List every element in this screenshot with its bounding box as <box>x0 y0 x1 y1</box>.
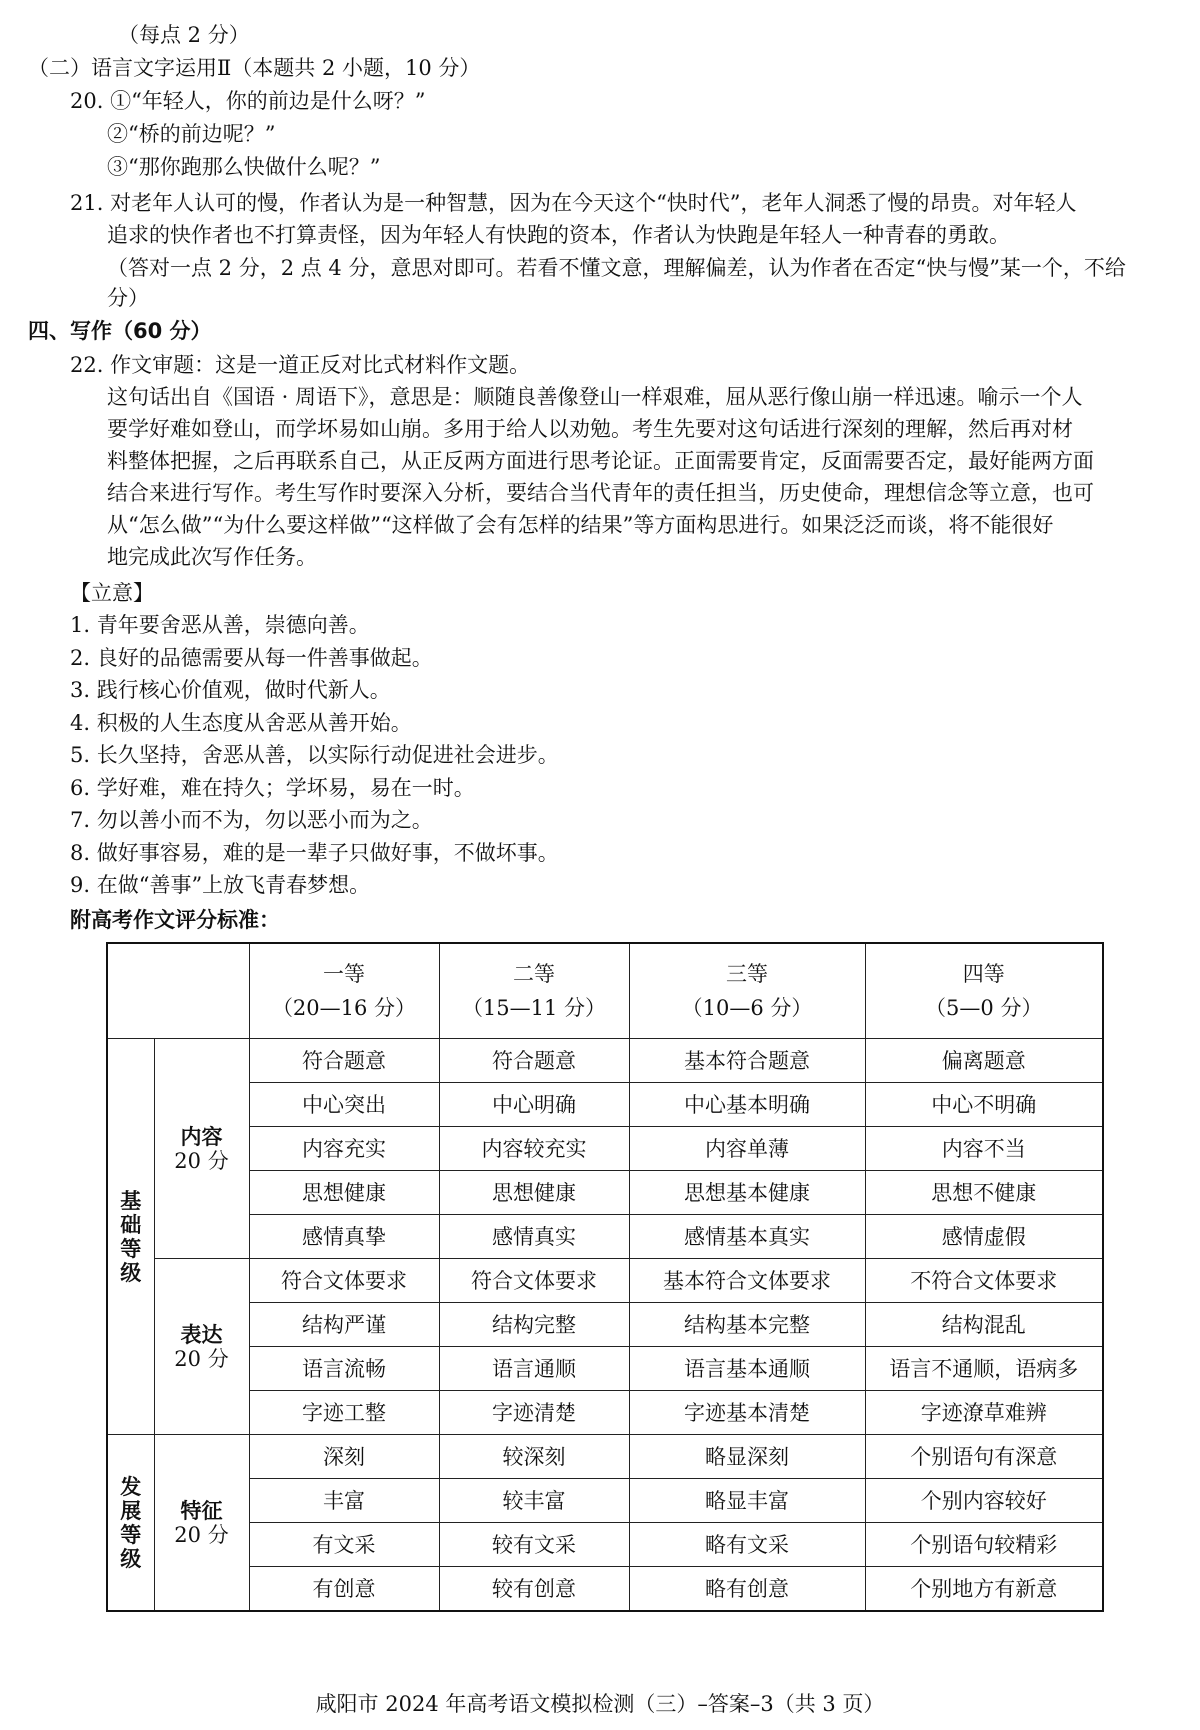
scoring-table <box>106 942 1104 1612</box>
theme-item: 1. 青年要舍恶从善，崇德向善。 <box>70 613 370 637</box>
table-row <box>107 1083 1103 1127</box>
content-category: 内容 20 分 <box>154 1039 249 1259</box>
table-cell: 有创意 <box>249 1567 439 1612</box>
table-cell: 内容较充实 <box>439 1127 629 1171</box>
table-cell: 思想不健康 <box>865 1171 1103 1215</box>
table-row <box>107 1435 1103 1479</box>
table-cell: 丰富 <box>249 1479 439 1523</box>
table-cell: 感情基本真实 <box>629 1215 865 1259</box>
table-cell: 语言流畅 <box>249 1347 439 1391</box>
question-20-line: ②“桥的前边呢？” <box>107 122 276 146</box>
table-cell: 字迹工整 <box>249 1391 439 1435</box>
table-cell: 基本符合题意 <box>629 1039 865 1083</box>
table-cell: 中心突出 <box>249 1083 439 1127</box>
table-cell: 有文采 <box>249 1523 439 1567</box>
table-cell: 字迹潦草难辨 <box>865 1391 1103 1435</box>
question-21-note: （答对一点 2 分，2 点 4 分，意思对即可。若看不懂文意，理解偏差，认为作者在否定“快与慢”某一个，不给 <box>107 256 1126 280</box>
table-cell: 思想基本健康 <box>629 1171 865 1215</box>
theme-item: 8. 做好事容易，难的是一辈子只做好事，不做坏事。 <box>70 841 559 865</box>
table-cell: 符合文体要求 <box>439 1259 629 1303</box>
theme-item: 9. 在做“善事”上放飞青春梦想。 <box>70 873 371 897</box>
table-cell: 字迹基本清楚 <box>629 1391 865 1435</box>
table-cell: 中心明确 <box>439 1083 629 1127</box>
basic-level-label: 基 础 等 级 <box>107 1039 154 1435</box>
table-cell: 思想健康 <box>439 1171 629 1215</box>
table-cell: 略显丰富 <box>629 1479 865 1523</box>
table-row <box>107 1523 1103 1567</box>
question-22-line: 这句话出自《国语 · 周语下》，意思是：顺随良善像登山一样艰难，屈从恶行像山崩一样迅速。喻示一个人 <box>107 385 1083 409</box>
table-cell: 结构严谨 <box>249 1303 439 1347</box>
table-row <box>107 1567 1103 1612</box>
question-22-line: 要学好难如登山，而学坏易如山崩。多用于给人以劝勉。考生先要对这句话进行深刻的理解，然后再对材 <box>107 417 1073 441</box>
table-row <box>107 1479 1103 1523</box>
theme-item: 3. 践行核心价值观，做时代新人。 <box>70 678 391 702</box>
question-20-line: 20. ①“年轻人，你的前边是什么呀？” <box>70 89 426 113</box>
corner-cell <box>107 943 249 1039</box>
table-cell: 内容单薄 <box>629 1127 865 1171</box>
question-22-line: 22. 作文审题：这是一道正反对比式材料作文题。 <box>70 353 531 377</box>
question-22-line: 地完成此次写作任务。 <box>107 545 317 569</box>
table-row <box>107 1259 1103 1303</box>
table-cell: 内容充实 <box>249 1127 439 1171</box>
table-cell: 较丰富 <box>439 1479 629 1523</box>
table-cell: 偏离题意 <box>865 1039 1103 1083</box>
table-cell: 符合题意 <box>249 1039 439 1083</box>
theme-item: 6. 学好难，难在持久；学坏易，易在一时。 <box>70 776 475 800</box>
theme-item: 2. 良好的品德需要从每一件善事做起。 <box>70 646 433 670</box>
theme-item: 4. 积极的人生态度从舍恶从善开始。 <box>70 711 412 735</box>
development-level-label: 发 展 等 级 <box>107 1435 154 1612</box>
grade-header: 四等 （5—0 分） <box>865 943 1103 1039</box>
table-cell: 基本符合文体要求 <box>629 1259 865 1303</box>
table-cell: 个别语句较精彩 <box>865 1523 1103 1567</box>
question-20-line: ③“那你跑那么快做什么呢？” <box>107 155 381 179</box>
table-cell: 感情真挚 <box>249 1215 439 1259</box>
table-cell: 深刻 <box>249 1435 439 1479</box>
question-21-line: 21. 对老年人认可的慢，作者认为是一种智慧，因为在今天这个“快时代”，老年人洞悉了慢的昂贵。对年轻人 <box>70 191 1077 215</box>
question-21-line: 追求的快作者也不打算责怪，因为年轻人有快跑的资本，作者认为快跑是年轻人一种青春的勇敢。 <box>107 223 1010 247</box>
table-cell: 略有文采 <box>629 1523 865 1567</box>
section-heading: （二）语言文字运用Ⅱ（本题共 2 小题，10 分） <box>28 56 481 80</box>
table-header-row <box>107 943 1103 1039</box>
table-row <box>107 1347 1103 1391</box>
question-22-line: 从“怎么做”“为什么要这样做”“这样做了会有怎样的结果”等方面构思进行。如果泛泛而谈，将不能很好 <box>107 513 1054 537</box>
table-row <box>107 1303 1103 1347</box>
table-cell: 中心不明确 <box>865 1083 1103 1127</box>
page-footer: 咸阳市 2024 年高考语文模拟检测（三）–答案–3（共 3 页） <box>315 1692 885 1716</box>
score-note: （每点 2 分） <box>118 23 250 47</box>
table-cell: 个别内容较好 <box>865 1479 1103 1523</box>
table-row <box>107 1171 1103 1215</box>
table-cell: 结构完整 <box>439 1303 629 1347</box>
table-row <box>107 1215 1103 1259</box>
table-cell: 内容不当 <box>865 1127 1103 1171</box>
table-cell: 思想健康 <box>249 1171 439 1215</box>
grade-header: 三等 （10—6 分） <box>629 943 865 1039</box>
table-row <box>107 1039 1103 1083</box>
grade-header: 二等 （15—11 分） <box>439 943 629 1039</box>
grade-header: 一等 （20—16 分） <box>249 943 439 1039</box>
feature-category: 特征 20 分 <box>154 1435 249 1612</box>
question-21-note: 分） <box>107 286 149 310</box>
table-cell: 结构基本完整 <box>629 1303 865 1347</box>
table-cell: 略显深刻 <box>629 1435 865 1479</box>
table-cell: 语言基本通顺 <box>629 1347 865 1391</box>
question-22-line: 结合来进行写作。考生写作时要深入分析，要结合当代青年的责任担当，历史使命，理想信念等立意，也可 <box>107 481 1094 505</box>
table-cell: 不符合文体要求 <box>865 1259 1103 1303</box>
table-cell: 感情虚假 <box>865 1215 1103 1259</box>
scoring-standard-title: 附高考作文评分标准： <box>70 908 280 932</box>
table-cell: 略有创意 <box>629 1567 865 1612</box>
table-cell: 个别语句有深意 <box>865 1435 1103 1479</box>
theme-heading: 【立意】 <box>70 581 154 605</box>
table-cell: 较有文采 <box>439 1523 629 1567</box>
table-cell: 较有创意 <box>439 1567 629 1612</box>
table-row <box>107 1391 1103 1435</box>
writing-heading: 四、写作（60 分） <box>28 319 212 343</box>
question-22-line: 料整体把握，之后再联系自己，从正反两方面进行思考论证。正面需要肯定，反面需要否定，最好能两方面 <box>107 449 1094 473</box>
table-cell: 结构混乱 <box>865 1303 1103 1347</box>
table-cell: 较深刻 <box>439 1435 629 1479</box>
theme-item: 7. 勿以善小而不为，勿以恶小而为之。 <box>70 808 433 832</box>
table-row <box>107 1127 1103 1171</box>
table-cell: 个别地方有新意 <box>865 1567 1103 1612</box>
table-cell: 语言不通顺，语病多 <box>865 1347 1103 1391</box>
theme-item: 5. 长久坚持，舍恶从善，以实际行动促进社会进步。 <box>70 743 559 767</box>
table-cell: 感情真实 <box>439 1215 629 1259</box>
table-cell: 语言通顺 <box>439 1347 629 1391</box>
table-cell: 中心基本明确 <box>629 1083 865 1127</box>
table-cell: 符合文体要求 <box>249 1259 439 1303</box>
table-cell: 符合题意 <box>439 1039 629 1083</box>
table-cell: 字迹清楚 <box>439 1391 629 1435</box>
expression-category: 表达 20 分 <box>154 1259 249 1435</box>
